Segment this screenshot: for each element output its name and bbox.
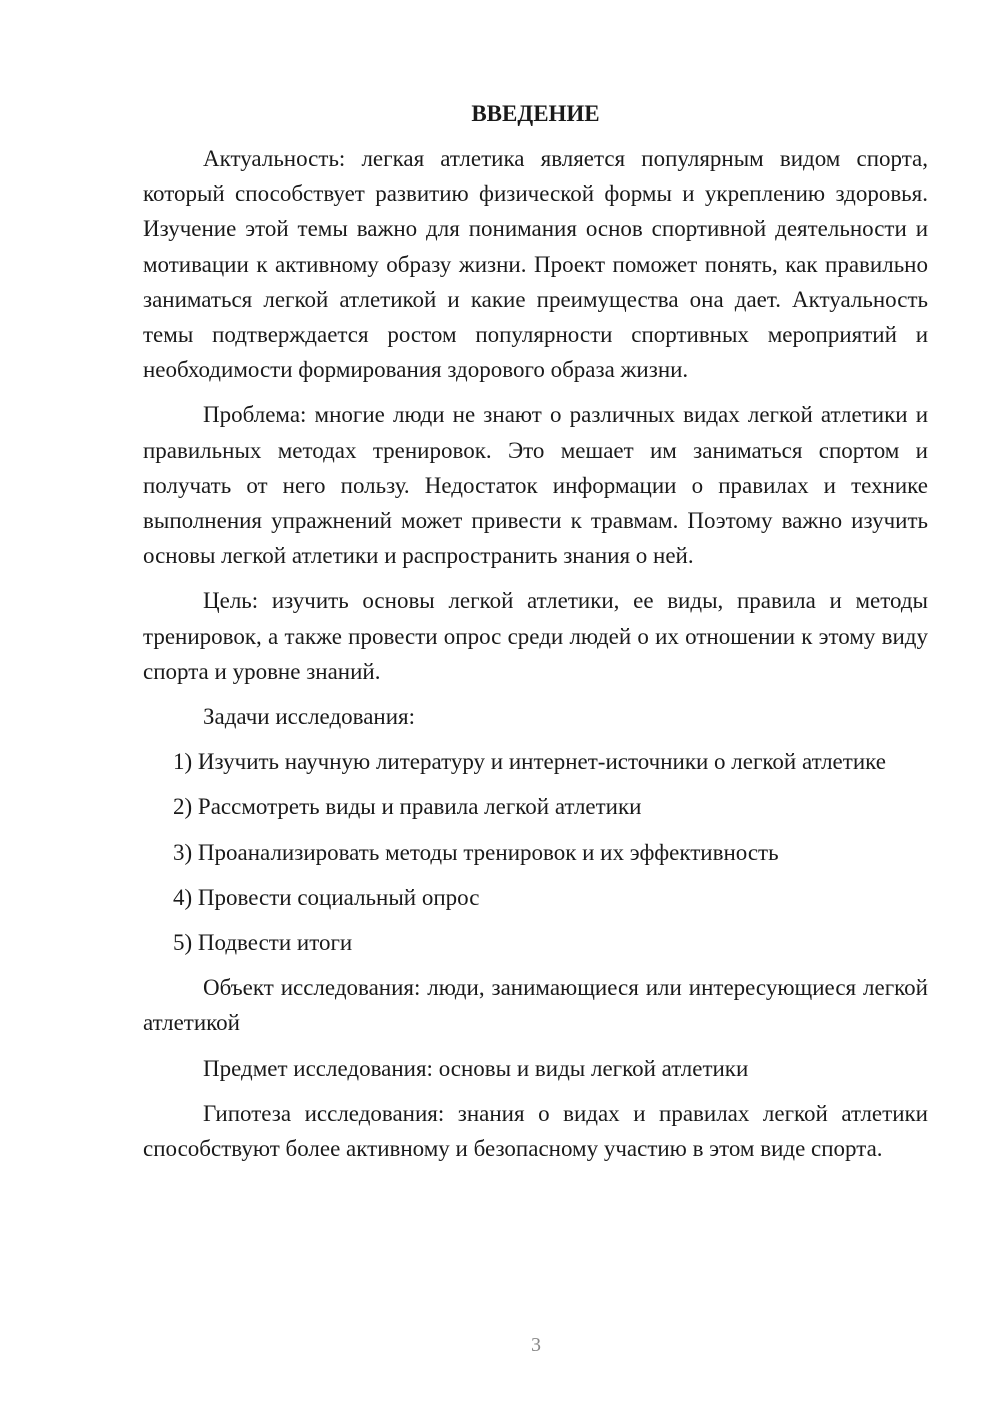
tasks-heading: Задачи исследования: <box>203 704 416 730</box>
task-item: 5) Подвести итоги <box>173 930 353 956</box>
page-title: ВВЕДЕНИЕ <box>471 101 600 126</box>
task-item: 4) Провести социальный опрос <box>173 884 480 910</box>
document-page <box>143 96 928 1166</box>
problem-paragraph: Проблема: многие люди не знают о различных видах легкой атлетики и правильных методах тренировок. Это мешает им заниматься спортом и получать от него пользу. Недостаток информации о правилах и технике выполнения упражнений может привести к травмам. Поэтому важно изучить основы легкой атлетики и распространить знания о ней. <box>143 402 928 569</box>
hypothesis-paragraph: Гипотеза исследования: знания о видах и правилах легкой атлетики способствуют более активному и безопасному участию в этом виде спорта. <box>143 1100 928 1162</box>
page-number: 3 <box>531 1334 541 1356</box>
goal-paragraph: Цель: изучить основы легкой атлетики, ее виды, правила и методы тренировок, а также провести опрос среди людей о их отношении к этому виду спорта и уровне знаний. <box>143 588 928 684</box>
object-paragraph: Объект исследования: люди, занимающиеся или интересующиеся легкой атлетикой <box>143 975 928 1036</box>
task-item: 1) Изучить научную литературу и интернет-источники о легкой атлетике <box>173 749 886 775</box>
task-item: 3) Проанализировать методы тренировок и их эффективность <box>173 839 779 865</box>
relevance-paragraph: Актуальность: легкая атлетика является популярным видом спорта, который способствует развитию физической формы и укреплению здоровья. Изучение этой темы важно для понимания основ спортивной деятельности и мотивации к активному образу жизни. Проект поможет понять, как правильно заниматься легкой атлетикой и какие преимущества она дает. Актуальность темы подтверждается ростом популярности спортивных мероприятий и необходимости формирования здорового образа жизни. <box>143 146 928 383</box>
subject-paragraph: Предмет исследования: основы и виды легкой атлетики <box>203 1055 749 1081</box>
task-item: 2) Рассмотреть виды и правила легкой атлетики <box>173 794 642 820</box>
